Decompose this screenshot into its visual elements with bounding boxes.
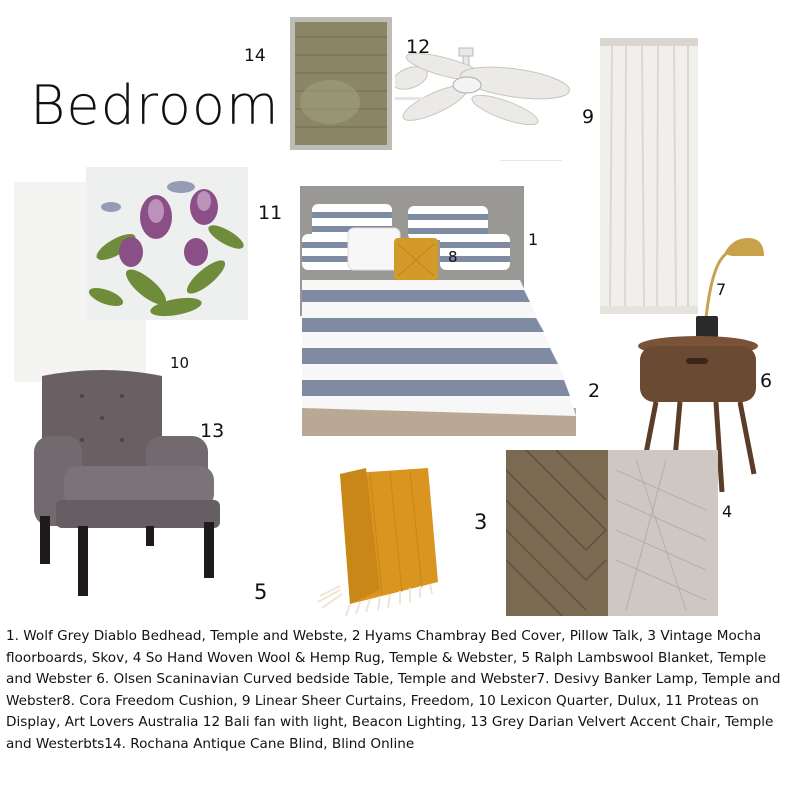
label-13: 13 bbox=[200, 420, 225, 442]
label-6: 6 bbox=[760, 370, 773, 392]
label-10: 10 bbox=[170, 354, 190, 372]
label-8: 8 bbox=[448, 248, 458, 266]
label-11: 11 bbox=[258, 202, 283, 224]
sheer-curtain-image bbox=[600, 38, 698, 314]
label-7: 7 bbox=[716, 280, 727, 299]
lambswool-blanket-image bbox=[310, 464, 450, 620]
label-1: 1 bbox=[528, 230, 539, 249]
label-14: 14 bbox=[244, 46, 266, 66]
cane-blind-image bbox=[290, 17, 392, 150]
protea-artwork-image bbox=[86, 167, 248, 320]
divider-line bbox=[500, 160, 562, 161]
label-3: 3 bbox=[474, 510, 488, 534]
label-12: 12 bbox=[406, 36, 431, 58]
label-2: 2 bbox=[588, 380, 601, 402]
floorboards-image bbox=[506, 450, 718, 616]
bed-image bbox=[300, 186, 578, 436]
label-5: 5 bbox=[254, 580, 268, 604]
label-9: 9 bbox=[582, 106, 595, 128]
label-4: 4 bbox=[722, 502, 733, 521]
product-caption: 1. Wolf Grey Diablo Bedhead, Temple and Webste, 2 Hyams Chambray Bed Cover, Pillow Talk, 3 Vintage Mocha floorboards, Skov, 4 So Hand Woven Wool & Hemp Rug, Temple & Webster, 5 Ralph Lambswool Blanket, Temple and Webster 6. Olsen Scaninavian Curved bedside Table, Temple and Webster7. Desivy Banker Lamp, Temple and Webster8. Cora Freedom Cushion, 9 Linear Sheer Curtains, Freedom, 10 Lexicon Quarter, Dulux, 11 Proteas on Display, Art Lovers Australia 12 Bali fan with light, Beacon Lighting, 13 Grey Darian Velvert Accent Chair, Temple and Westerbts14. Rochana Antique Cane Blind, Blind Online bbox=[6, 628, 781, 752]
ceiling-fan-image bbox=[395, 45, 575, 125]
board-title: Bedroom bbox=[30, 74, 280, 137]
accent-chair-image bbox=[32, 366, 224, 598]
